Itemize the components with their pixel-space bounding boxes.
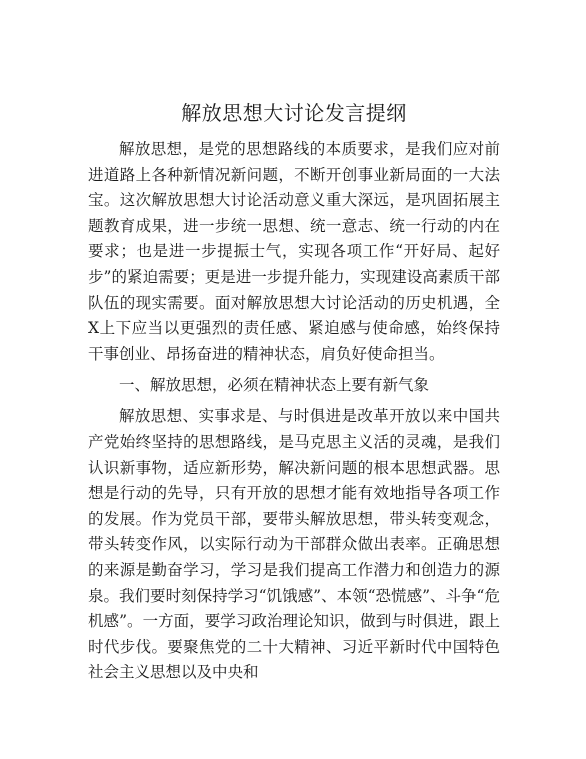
document-page [88,98,500,686]
document-title: 解放思想大讨论发言提纲 [181,101,407,125]
intro-paragraph: 解放思想，是党的思想路线的本质要求，是我们应对前进道路上各种新情况新问题，不断开创事业新局面的一大法宝。这次解放思想大讨论活动意义重大深远，是巩固拓展主题教育成果，进一步统一思想、统一意志、统一行动的内在要求；也是进一步提振士气，实现各项工作“开好局、起好步”的紧迫需要；更是进一步提升能力，实现建设高素质干部队伍的现实需要。面对解放思想大讨论活动的历史机遇，全X上下应当以更强烈的责任感、紧迫感与使命感，始终保持干事创业、昂扬奋进的精神状态，肩负好使命担当。 [88,140,500,363]
section-paragraph: 解放思想、实事求是、与时俱进是改革开放以来中国共产党始终坚持的思想路线，是马克思主义活的灵魂，是我们认识新事物，适应新形势，解决新问题的根本思想武器。思想是行动的先导，只有开放的思想才能有效地指导各项工作的发展。作为党员干部，要带头解放思想，带头转变观念，带头转变作风，以实际行动为干部群众做出表率。正确思想的来源是勤奋学习，学习是我们提高工作潜力和创造力的源泉。我们要时刻保持学习“饥饿感”、本领“恐慌感”、斗争“危机感”。一方面，要学习政治理论知识，做到与时俱进，跟上时代步伐。要聚焦党的二十大精神、习近平新时代中国特色社会主义思想以及中央和 [88,407,500,682]
section-heading: 一、解放思想，必须在精神状态上要有新气象 [119,376,430,395]
